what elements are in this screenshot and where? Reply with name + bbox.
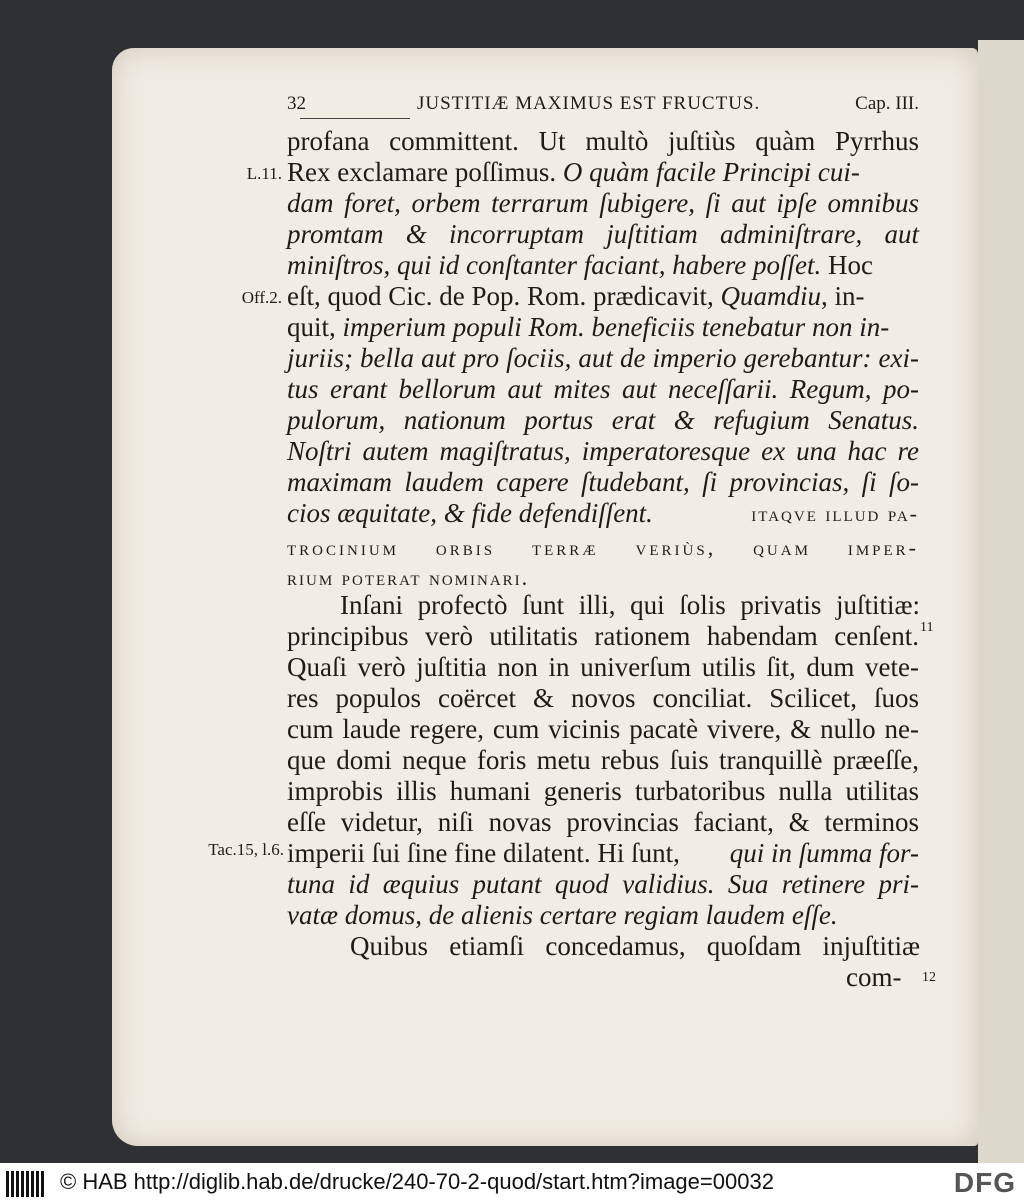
side-number: 12 (922, 970, 936, 985)
text-line: que domi neque foris metu rebus ſuis tranquillè præeſſe, (287, 745, 919, 775)
text-line: cum laude regere, cum vicinis pacatè vivere, & nullo ne- (287, 714, 919, 744)
margin-note: L.11. (246, 164, 282, 183)
text-line: eſt, quod Cic. de Pop. Rom. prædicavit, Quamdiu, in- (287, 281, 865, 311)
text-line: Quaſi verò juſtitia non in univerſum utilis ſit, dum vete- (287, 652, 919, 682)
text-fragment: imperii ſui ſine fine dilatent. Hi ſunt, (287, 838, 680, 868)
margin-note: Tac.15, l.6. (208, 840, 284, 859)
text-line: rium poterat nominari. (287, 565, 530, 590)
dfg-logo: DFG (953, 1167, 1016, 1198)
header-rule (300, 118, 410, 119)
text-line: juriis; bella aut pro ſociis, aut de imperio gerebantur: exi- (287, 343, 919, 373)
text-line: Quibus etiamſi concedamus, quoſdam injuſtitiæ (350, 931, 920, 961)
hab-barcode-icon (6, 1171, 46, 1197)
page-number: 32 (287, 93, 306, 114)
side-number: 11 (920, 620, 934, 635)
running-header (287, 93, 919, 121)
text-line: promtam & incorruptam juſtitiam adminiſtrare, aut (287, 219, 919, 249)
text-line (287, 498, 919, 529)
text-line: tus erant bellorum aut mites aut neceſſarii. Regum, po- (287, 374, 919, 404)
text-line: Rex exclamare poſſimus. O quàm facile Principi cui- (287, 157, 860, 187)
text-line: quit, imperium populi Rom. beneficiis tenebatur non in- (287, 312, 890, 342)
text-line: trocinium orbis terræ veriùs, quam imper- (287, 535, 919, 560)
text-line: profana committent. Ut multò juſtiùs quàm Pyrrhus (287, 126, 919, 156)
source-link[interactable]: © HAB http://diglib.hab.de/drucke/240-70-2-quod/start.htm?image=00032 (60, 1169, 774, 1194)
text-line: pulorum, nationum portus erat & refugium Senatus. (287, 405, 919, 435)
text-line: improbis illis humani generis turbatoribus nulla utilitas (287, 776, 919, 806)
text-line: Noſtri autem magiſtratus, imperatoresque ex una hac re (287, 436, 919, 466)
text-line: principibus verò utilitatis rationem habendam cenſent. (287, 621, 919, 651)
text-line: tuna id æquius putant quod validius. Sua retinere pri- (287, 869, 919, 899)
running-title: JUSTITIÆ MAXIMUS EST FRUCTUS. (417, 93, 761, 114)
text-line (287, 838, 919, 869)
text-line: vatæ domus, de alienis certare regiam laudem eſſe. (287, 900, 838, 930)
catchword: com- (846, 962, 902, 992)
footer-bar (0, 1163, 1024, 1203)
text-fragment: itaqve illud pa- (751, 501, 919, 526)
adjacent-page-edge (978, 40, 1024, 1163)
text-line: Inſani profectò ſunt illi, qui ſolis privatis juſtitiæ: (340, 590, 920, 620)
text-line: res populos coërcet & novos conciliat. Scilicet, ſuos (287, 683, 919, 713)
text-line: maximam laudem capere ſtudebant, ſi provincias, ſi ſo- (287, 467, 919, 497)
text-fragment: qui in ſumma for- (729, 838, 919, 868)
text-line: eſſe videtur, niſi novas provincias faciant, & terminos (287, 807, 919, 837)
text-line: miniſtros, qui id conſtanter faciant, habere poſſet. Hoc (287, 250, 873, 280)
chapter-label: Cap. III. (855, 93, 919, 114)
text-fragment: cios æquitate, & fide defendiſſent. (287, 498, 653, 528)
margin-note: Off.2. (241, 288, 282, 307)
text-line: dam foret, orbem terrarum ſubigere, ſi aut ipſe omnibus (287, 188, 919, 218)
